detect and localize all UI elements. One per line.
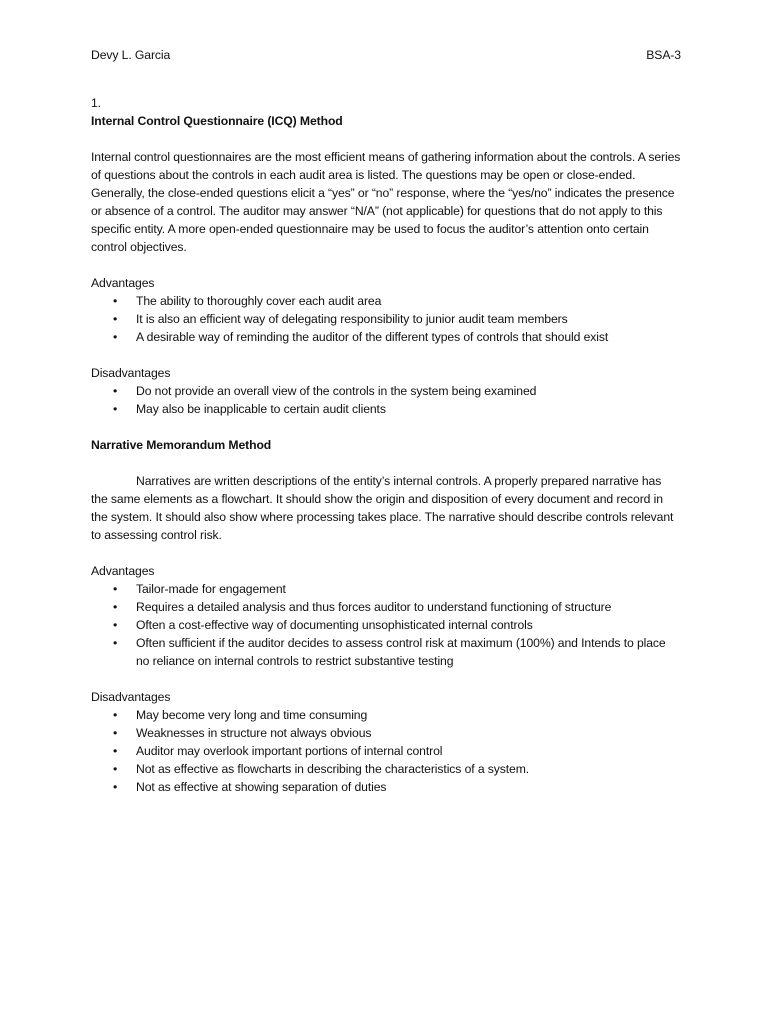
icq-advantages-label: Advantages (91, 276, 155, 290)
narrative-paragraph: Narratives are written descriptions of the entity’s internal controls. A properly prepared narrative has the same elements as a flowchart. It should show the origin and disposition of every document and record in the system. It should also show where processing takes place. The narrative should describe controls relevant to assessing control risk. (91, 474, 674, 542)
list-item: • May become very long and time consuming (91, 706, 681, 724)
icq-paragraph: Internal control questionnaires are the most efficient means of gathering information about the controls. A series of questions about the controls in each audit area is listed. The questions may be open or close-ended. Generally, the close-ended questions elicit a “yes” or “no” response, where the “yes/no” indicates the presence or absence of a control. The auditor may answer “N/A” (not applicable) for questions that do not apply to this specific entity. A more open-ended questionnaire may be used to focus the auditor’s attention onto certain control objectives. (91, 150, 681, 254)
section-title-narrative: Narrative Memorandum Method (91, 438, 272, 452)
narrative-disadvantages-list (91, 706, 681, 796)
icq-disadvantages-label: Disadvantages (91, 366, 171, 380)
icq-advantages-list (91, 292, 681, 346)
list-item: • Often sufficient if the auditor decides to assess control risk at maximum (100%) and Intends to place no reliance on internal controls to restrict substantive testing (91, 634, 681, 670)
list-item: • The ability to thoroughly cover each audit area (91, 292, 681, 310)
list-item: • Requires a detailed analysis and thus forces auditor to understand functioning of structure (91, 598, 681, 616)
narrative-disadvantages-label: Disadvantages (91, 690, 171, 704)
list-item: • Often a cost-effective way of documenting unsophisticated internal controls (91, 616, 681, 634)
section-title-icq: Internal Control Questionnaire (ICQ) Method (91, 114, 343, 128)
icq-disadvantages-list (91, 382, 681, 418)
list-item: • May also be inapplicable to certain audit clients (91, 400, 681, 418)
list-item: • Weaknesses in structure not always obvious (91, 724, 681, 742)
course-label: BSA-3 (646, 48, 681, 62)
narrative-advantages-label: Advantages (91, 564, 155, 578)
list-item: • Do not provide an overall view of the controls in the system being examined (91, 382, 681, 400)
author-name: Devy L. Garcia (91, 48, 171, 62)
narrative-advantages-list (91, 580, 681, 670)
list-item: • Tailor-made for engagement (91, 580, 681, 598)
list-item: • Not as effective at showing separation of duties (91, 778, 681, 796)
document-body (91, 46, 681, 814)
list-item: • Not as effective as flowcharts in describing the characteristics of a system. (91, 760, 681, 778)
page-header (91, 46, 681, 64)
list-item: • It is also an efficient way of delegating responsibility to junior audit team members (91, 310, 681, 328)
list-item: • A desirable way of reminding the auditor of the different types of controls that should exist (91, 328, 681, 346)
question-number: 1. (91, 96, 101, 110)
list-item: • Auditor may overlook important portions of internal control (91, 742, 681, 760)
